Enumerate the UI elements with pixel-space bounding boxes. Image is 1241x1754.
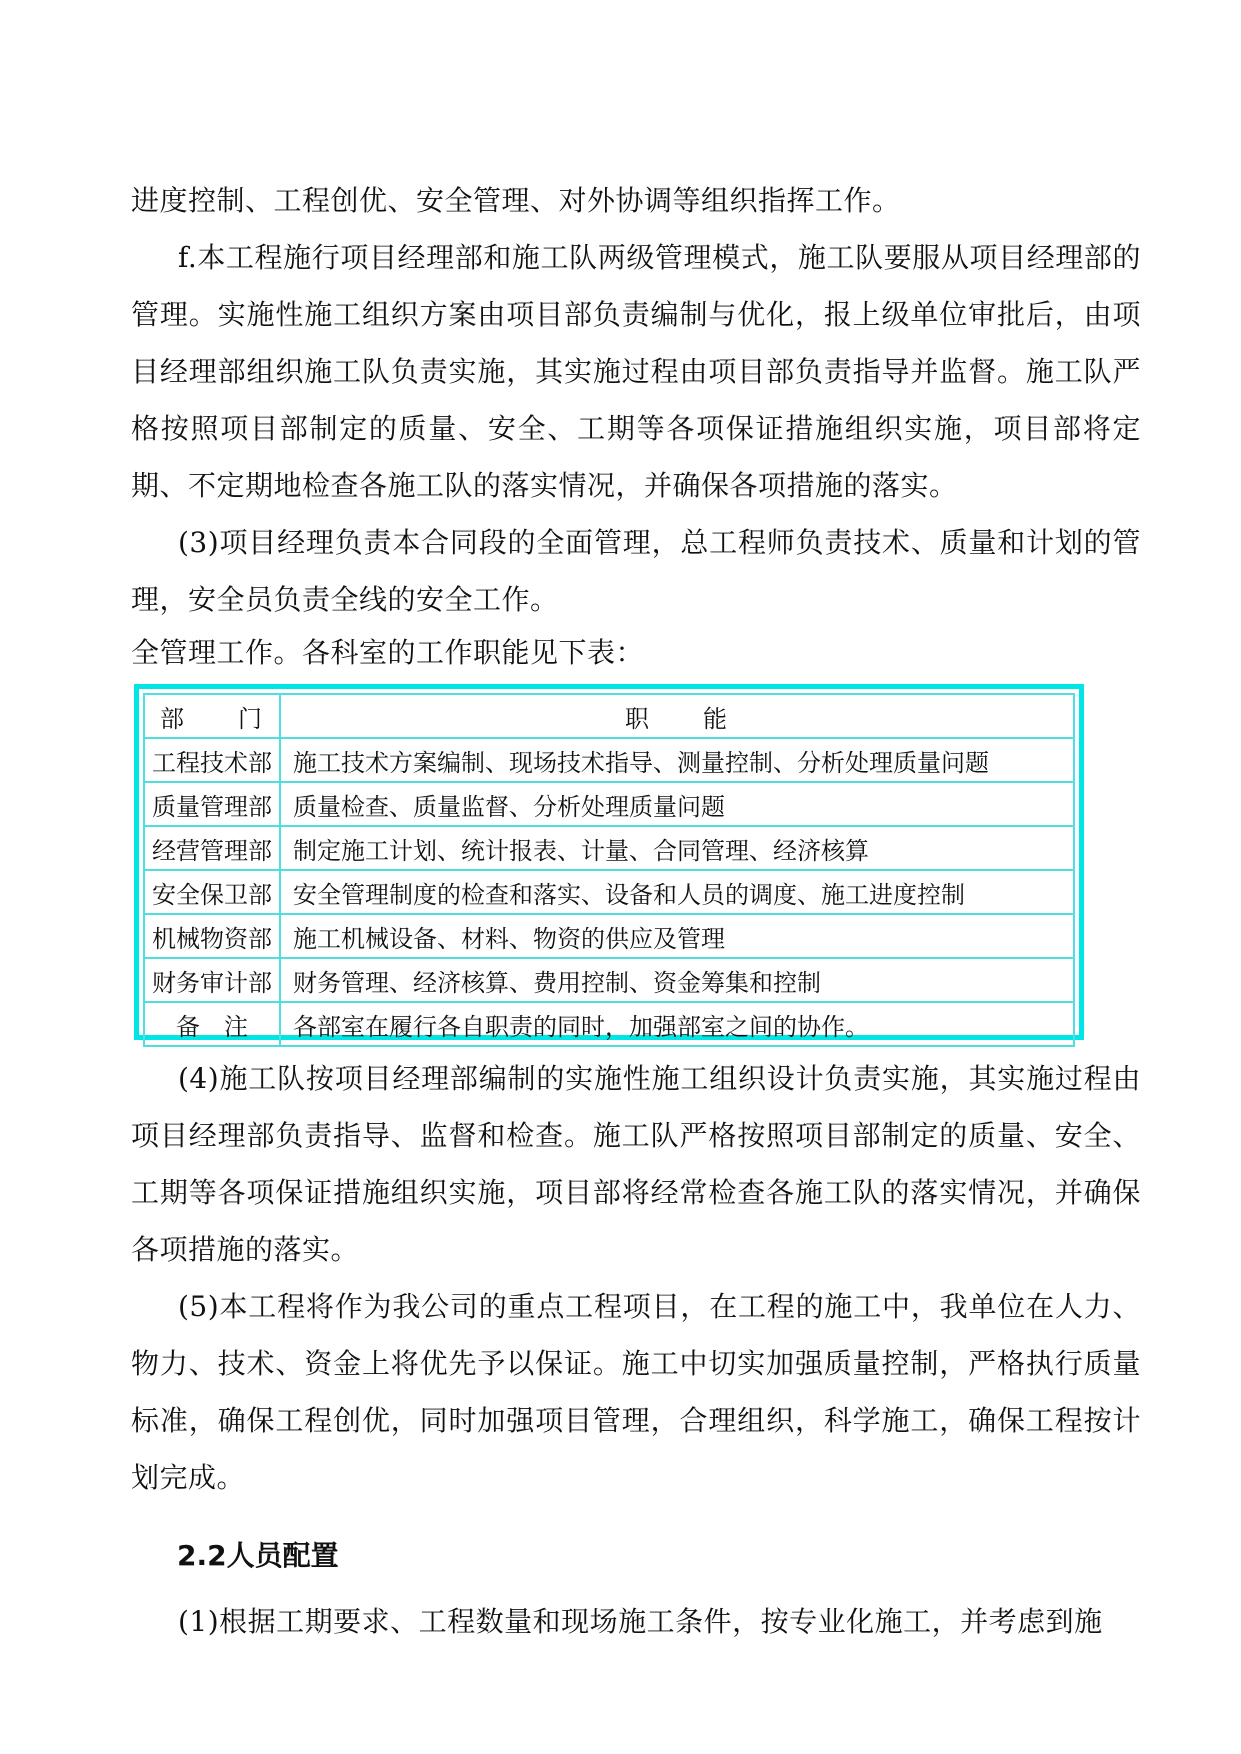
dept-cell: 机械物资部 — [144, 914, 280, 958]
duty-cell: 安全管理制度的检查和落实、设备和人员的调度、施工进度控制 — [280, 870, 1074, 914]
duty-cell: 财务管理、经济核算、费用控制、资金筹集和控制 — [280, 958, 1074, 1002]
header-duty: 职 能 — [280, 694, 1074, 738]
duties-table — [143, 693, 1075, 1047]
table-row — [144, 782, 1074, 826]
duties-table-frame — [134, 684, 1084, 1040]
paragraph-1: 进度控制、工程创优、安全管理、对外协调等组织指挥工作。 — [131, 184, 901, 217]
header-dept: 部 门 — [144, 694, 280, 738]
duty-cell: 施工机械设备、材料、物资的供应及管理 — [280, 914, 1074, 958]
paragraph-5: (4)施工队按项目经理部编制的实施性施工组织设计负责实施，其实施过程由项目经理部负责指导、监督和检查。施工队严格按照项目部制定的质量、安全、工期等各项保证措施组织实施，项目部将经常检查各施工队的落实情况，并确保各项措施的落实。 — [131, 1062, 1141, 1266]
table-header-row — [144, 694, 1074, 738]
duty-cell: 制定施工计划、统计报表、计量、合同管理、经济核算 — [280, 826, 1074, 870]
table-row — [144, 826, 1074, 870]
dept-cell: 安全保卫部 — [144, 870, 280, 914]
duty-cell: 质量检查、质量监督、分析处理质量问题 — [280, 782, 1074, 826]
dept-cell: 质量管理部 — [144, 782, 280, 826]
paragraph-4: 全管理工作。各科室的工作职能见下表： — [131, 636, 645, 669]
remarks-label: 备 注 — [144, 1002, 280, 1046]
paragraph-7: (1)根据工期要求、工程数量和现场施工条件，按专业化施工，并考虑到施 — [178, 1605, 1103, 1638]
table-row — [144, 738, 1074, 782]
paragraph-2: f.本工程施行项目经理部和施工队两级管理模式，施工队要服从项目经理部的管理。实施性施工组织方案由项目部负责编制与优化，报上级单位审批后，由项目经理部组织施工队负责实施，其实施过程由项目部负责指导并监督。施工队严格按照项目部制定的质量、安全、工期等各项保证措施组织实施，项目部将定期、不定期地检查各施工队的落实情况，并确保各项措施的落实。 — [131, 241, 1141, 502]
table-row — [144, 958, 1074, 1002]
paragraph-3: (3)项目经理负责本合同段的全面管理，总工程师负责技术、质量和计划的管理，安全员负责全线的安全工作。 — [131, 526, 1141, 616]
table-row — [144, 914, 1074, 958]
table-row — [144, 870, 1074, 914]
remarks-text: 各部室在履行各自职责的同时，加强部室之间的协作。 — [280, 1002, 1074, 1046]
paragraph-6: (5)本工程将作为我公司的重点工程项目，在工程的施工中，我单位在人力、物力、技术、资金上将优先予以保证。施工中切实加强质量控制，严格执行质量标准，确保工程创优，同时加强项目管理，合理组织，科学施工，确保工程按计划完成。 — [131, 1290, 1141, 1494]
section-heading: 2.2人员配置 — [177, 1539, 339, 1572]
table-row-remarks — [144, 1002, 1074, 1046]
dept-cell: 经营管理部 — [144, 826, 280, 870]
dept-cell: 财务审计部 — [144, 958, 280, 1002]
dept-cell: 工程技术部 — [144, 738, 280, 782]
duty-cell: 施工技术方案编制、现场技术指导、测量控制、分析处理质量问题 — [280, 738, 1074, 782]
